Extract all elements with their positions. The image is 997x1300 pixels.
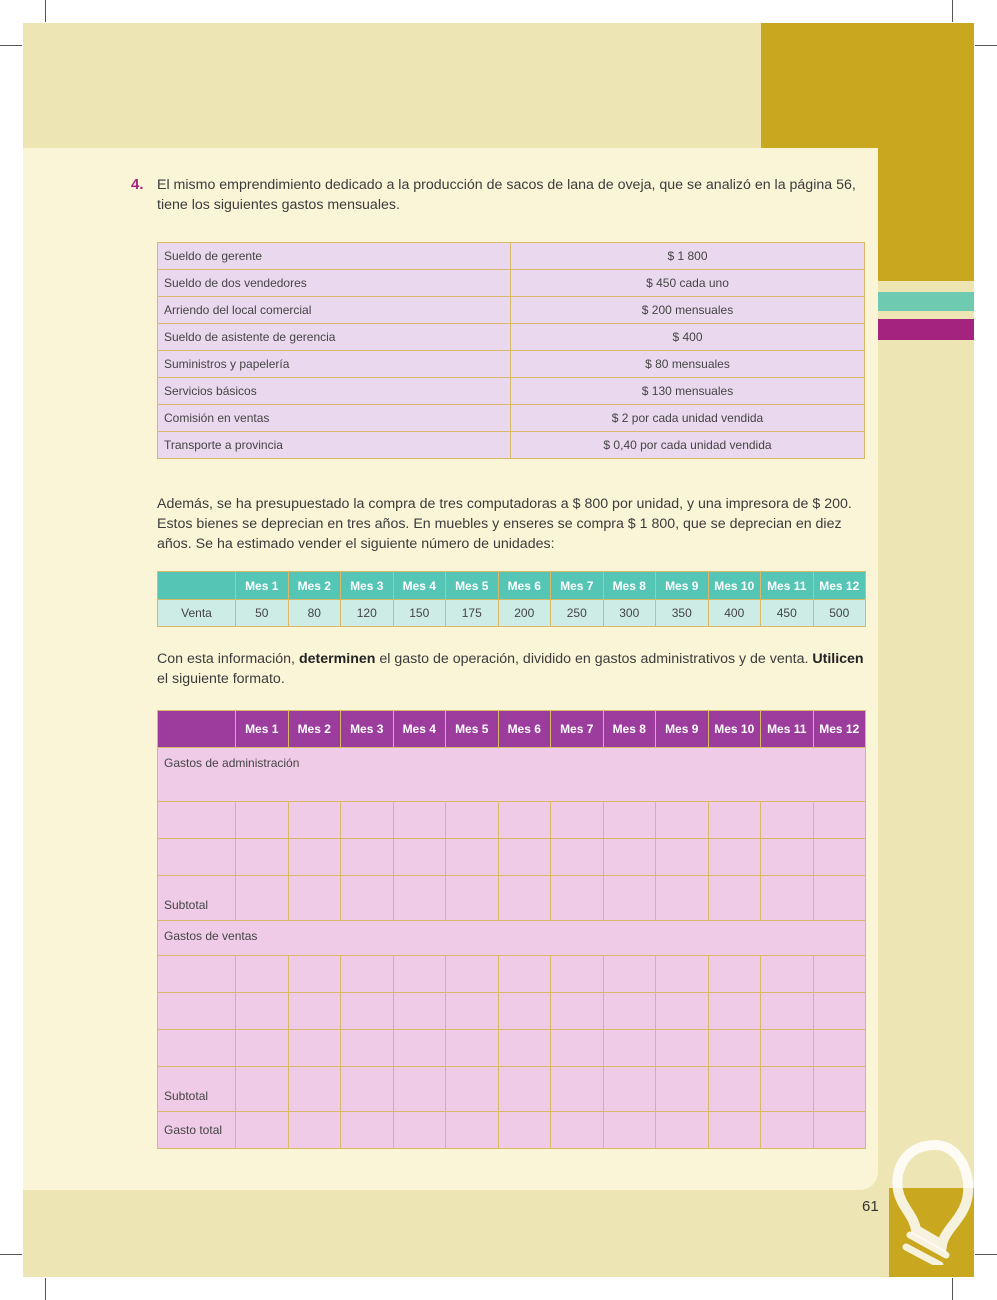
question-intro: El mismo emprendimiento dedicado a la producción de sacos de lana de oveja, que se analizó en la página 56, tiene los siguientes gastos mensuales. [157, 177, 856, 213]
lightbulb-icon [880, 1135, 990, 1265]
input-cell[interactable] [551, 839, 604, 876]
input-cell[interactable] [603, 802, 656, 839]
input-cell[interactable] [551, 1030, 604, 1067]
sales-value: 250 [551, 600, 604, 627]
instruction-text: el gasto de operación, dividido en gastos administrativos y de venta. [375, 651, 813, 667]
row-label: Subtotal [158, 1067, 236, 1112]
input-cell[interactable] [761, 1112, 814, 1149]
input-cell[interactable] [446, 956, 499, 993]
input-cell[interactable] [288, 993, 341, 1030]
input-cell[interactable] [813, 802, 866, 839]
sales-value: 150 [393, 600, 446, 627]
sales-section-label-row [158, 921, 866, 956]
input-cell[interactable] [656, 993, 709, 1030]
row-label: Gasto total [158, 1112, 236, 1149]
input-cell[interactable] [341, 993, 394, 1030]
expense-concept: Transporte a provincia [158, 432, 511, 459]
input-cell[interactable] [393, 876, 446, 921]
sales-entry-row [158, 993, 866, 1030]
sales-section-label: Gastos de ventas [158, 921, 866, 956]
input-cell[interactable] [288, 956, 341, 993]
expense-concept: Sueldo de gerente [158, 243, 511, 270]
crop-mark [952, 1278, 953, 1300]
month-header: Mes 12 [813, 711, 866, 748]
month-header: Mes 9 [656, 572, 709, 600]
sales-label: Venta [158, 600, 236, 627]
sales-entry-row [158, 1030, 866, 1067]
input-cell[interactable] [551, 1112, 604, 1149]
input-cell[interactable] [341, 1112, 394, 1149]
input-cell[interactable] [813, 1067, 866, 1112]
month-header: Mes 7 [551, 711, 604, 748]
input-cell[interactable] [813, 839, 866, 876]
input-cell[interactable] [813, 876, 866, 921]
page-number: 61 [862, 1198, 879, 1215]
instruction-bold: Utilicen [812, 651, 864, 667]
instruction-bold: determinen [298, 651, 376, 667]
expense-concept: Arriendo del local comercial [158, 297, 511, 324]
input-cell[interactable] [158, 802, 236, 839]
input-cell[interactable] [341, 956, 394, 993]
expense-amount: $ 1 800 [511, 243, 865, 270]
input-cell[interactable] [158, 1030, 236, 1067]
month-header: Mes 5 [446, 572, 499, 600]
input-cell[interactable] [551, 876, 604, 921]
month-header: Mes 4 [393, 572, 446, 600]
input-cell[interactable] [603, 1067, 656, 1112]
input-cell[interactable] [236, 1030, 289, 1067]
input-cell[interactable] [288, 1030, 341, 1067]
input-cell[interactable] [498, 839, 551, 876]
total-row [158, 1112, 866, 1149]
sales-value: 450 [761, 600, 814, 627]
input-cell[interactable] [393, 802, 446, 839]
input-cell[interactable] [656, 1067, 709, 1112]
month-header: Mes 3 [341, 711, 394, 748]
input-cell[interactable] [288, 876, 341, 921]
input-cell[interactable] [708, 956, 761, 993]
input-cell[interactable] [393, 993, 446, 1030]
format-table [157, 710, 866, 1149]
input-cell[interactable] [761, 876, 814, 921]
input-cell[interactable] [393, 1112, 446, 1149]
input-cell[interactable] [236, 1067, 289, 1112]
admin-section-label: Gastos de administración [158, 748, 866, 802]
admin-section-label-row [158, 748, 866, 802]
expense-amount: $ 2 por cada unidad vendida [511, 405, 865, 432]
expense-amount: $ 0,40 por cada unidad vendida [511, 432, 865, 459]
input-cell[interactable] [708, 802, 761, 839]
sales-value: 350 [656, 600, 709, 627]
input-cell[interactable] [708, 1112, 761, 1149]
input-cell[interactable] [288, 1112, 341, 1149]
input-cell[interactable] [158, 956, 236, 993]
input-cell[interactable] [446, 876, 499, 921]
input-cell[interactable] [236, 1112, 289, 1149]
subtotal-row [158, 1067, 866, 1112]
month-header: Mes 1 [236, 572, 289, 600]
input-cell[interactable] [446, 1112, 499, 1149]
input-cell[interactable] [158, 993, 236, 1030]
admin-entry-row [158, 802, 866, 839]
input-cell[interactable] [341, 1030, 394, 1067]
expense-amount: $ 80 mensuales [511, 351, 865, 378]
input-cell[interactable] [656, 802, 709, 839]
sales-value: 200 [498, 600, 551, 627]
magenta-tab [878, 319, 974, 340]
input-cell[interactable] [603, 876, 656, 921]
crop-mark [0, 1254, 22, 1255]
header-blank [158, 711, 236, 748]
input-cell[interactable] [236, 802, 289, 839]
month-header: Mes 2 [288, 711, 341, 748]
input-cell[interactable] [761, 956, 814, 993]
expense-amount: $ 200 mensuales [511, 297, 865, 324]
input-cell[interactable] [236, 876, 289, 921]
input-cell[interactable] [603, 1112, 656, 1149]
input-cell[interactable] [761, 993, 814, 1030]
input-cell[interactable] [656, 1030, 709, 1067]
instruction-text: Con esta información, [157, 651, 299, 667]
expense-row [158, 432, 865, 459]
month-header: Mes 11 [761, 711, 814, 748]
sales-value: 80 [288, 600, 341, 627]
input-cell[interactable] [603, 956, 656, 993]
input-cell[interactable] [446, 1030, 499, 1067]
input-cell[interactable] [656, 956, 709, 993]
input-cell[interactable] [813, 993, 866, 1030]
input-cell[interactable] [603, 1030, 656, 1067]
input-cell[interactable] [236, 839, 289, 876]
month-header: Mes 7 [551, 572, 604, 600]
sales-value: 50 [236, 600, 289, 627]
expense-concept: Comisión en ventas [158, 405, 511, 432]
crop-mark [952, 0, 953, 22]
input-cell[interactable] [341, 1067, 394, 1112]
input-cell[interactable] [393, 956, 446, 993]
sales-entry-row [158, 956, 866, 993]
input-cell[interactable] [551, 1067, 604, 1112]
admin-entry-row [158, 839, 866, 876]
month-header: Mes 4 [393, 711, 446, 748]
row-label: Subtotal [158, 876, 236, 921]
expense-amount: $ 400 [511, 324, 865, 351]
input-cell[interactable] [551, 993, 604, 1030]
header-blank [158, 572, 236, 600]
sales-value: 300 [603, 600, 656, 627]
input-cell[interactable] [236, 993, 289, 1030]
input-cell[interactable] [708, 876, 761, 921]
month-header: Mes 5 [446, 711, 499, 748]
input-cell[interactable] [498, 1112, 551, 1149]
input-cell[interactable] [393, 839, 446, 876]
sales-value: 400 [708, 600, 761, 627]
input-cell[interactable] [656, 1112, 709, 1149]
input-cell[interactable] [656, 839, 709, 876]
input-cell[interactable] [236, 956, 289, 993]
expense-row [158, 297, 865, 324]
crop-mark [975, 45, 997, 46]
sales-value: 175 [446, 600, 499, 627]
input-cell[interactable] [446, 1067, 499, 1112]
input-cell[interactable] [288, 802, 341, 839]
month-header: Mes 6 [498, 711, 551, 748]
input-cell[interactable] [761, 1067, 814, 1112]
month-header: Mes 10 [708, 572, 761, 600]
budget-paragraph: Además, se ha presupuestado la compra de tres computadoras a $ 800 por unidad, y una impresora de $ 200. Estos bienes se deprecian en tres años. En muebles y enseres se compra $ 1 800, que se deprecian en diez años. Se ha estimado vender el siguiente número de unidades: [157, 496, 852, 552]
input-cell[interactable] [498, 956, 551, 993]
input-cell[interactable] [341, 802, 394, 839]
input-cell[interactable] [603, 993, 656, 1030]
expense-row [158, 324, 865, 351]
input-cell[interactable] [551, 802, 604, 839]
input-cell[interactable] [288, 1067, 341, 1112]
input-cell[interactable] [341, 839, 394, 876]
expense-row [158, 243, 865, 270]
instruction-paragraph [157, 649, 869, 689]
question-number: 4. [131, 176, 144, 193]
input-cell[interactable] [498, 993, 551, 1030]
input-cell[interactable] [498, 802, 551, 839]
month-header: Mes 10 [708, 711, 761, 748]
expense-concept: Sueldo de dos vendedores [158, 270, 511, 297]
input-cell[interactable] [446, 993, 499, 1030]
sales-value: 500 [813, 600, 866, 627]
footer-band [23, 1190, 974, 1277]
input-cell[interactable] [446, 802, 499, 839]
input-cell[interactable] [761, 802, 814, 839]
month-header: Mes 12 [813, 572, 866, 600]
input-cell[interactable] [446, 839, 499, 876]
subtotal-row [158, 876, 866, 921]
month-header: Mes 3 [341, 572, 394, 600]
expense-row [158, 270, 865, 297]
expense-row [158, 351, 865, 378]
input-cell[interactable] [551, 956, 604, 993]
expense-amount: $ 450 cada uno [511, 270, 865, 297]
input-cell[interactable] [708, 1030, 761, 1067]
input-cell[interactable] [813, 1030, 866, 1067]
input-cell[interactable] [498, 1067, 551, 1112]
input-cell[interactable] [158, 839, 236, 876]
month-header: Mes 6 [498, 572, 551, 600]
crop-mark [45, 1278, 46, 1300]
input-cell[interactable] [708, 839, 761, 876]
input-cell[interactable] [761, 839, 814, 876]
input-cell[interactable] [761, 1030, 814, 1067]
month-header: Mes 8 [603, 711, 656, 748]
crop-mark [0, 45, 22, 46]
input-cell[interactable] [288, 839, 341, 876]
input-cell[interactable] [813, 956, 866, 993]
input-cell[interactable] [708, 1067, 761, 1112]
instruction-text: el siguiente formato. [157, 671, 285, 687]
expense-concept: Suministros y papelería [158, 351, 511, 378]
input-cell[interactable] [708, 993, 761, 1030]
input-cell[interactable] [498, 876, 551, 921]
month-header: Mes 2 [288, 572, 341, 600]
input-cell[interactable] [656, 876, 709, 921]
input-cell[interactable] [813, 1112, 866, 1149]
month-header: Mes 11 [761, 572, 814, 600]
expense-row [158, 405, 865, 432]
expense-concept: Sueldo de asistente de gerencia [158, 324, 511, 351]
expense-concept: Servicios básicos [158, 378, 511, 405]
expense-row [158, 378, 865, 405]
input-cell[interactable] [341, 876, 394, 921]
expense-amount: $ 130 mensuales [511, 378, 865, 405]
input-cell[interactable] [393, 1030, 446, 1067]
month-header: Mes 9 [656, 711, 709, 748]
month-header: Mes 8 [603, 572, 656, 600]
sales-table [157, 571, 866, 627]
crop-mark [45, 0, 46, 22]
expenses-table [157, 242, 865, 459]
month-header: Mes 1 [236, 711, 289, 748]
input-cell[interactable] [393, 1067, 446, 1112]
input-cell[interactable] [603, 839, 656, 876]
sales-value: 120 [341, 600, 394, 627]
input-cell[interactable] [498, 1030, 551, 1067]
teal-tab [878, 292, 974, 311]
